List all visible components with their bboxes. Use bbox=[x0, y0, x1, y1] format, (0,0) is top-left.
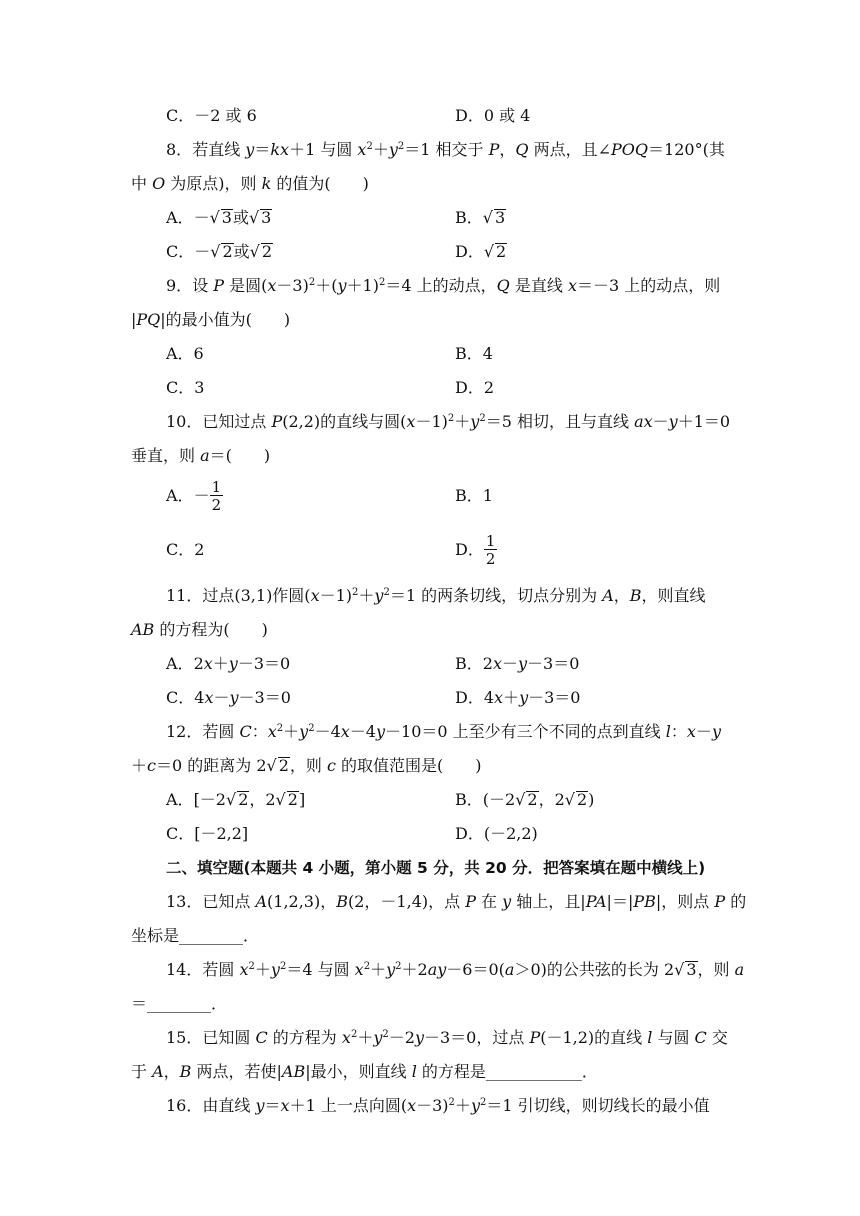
q11-option-a: A．2x＋y－3＝0 bbox=[166, 654, 291, 673]
q12-stem-line2: ＋c＝0 的距离为 2√ 2，则 c 的取值范围是( ) bbox=[131, 756, 482, 775]
q8-option-c: C．－√ 2或√ 2 bbox=[166, 242, 273, 261]
q11-option-d: D．4x＋y－3＝0 bbox=[455, 688, 581, 707]
q15-number: 15． bbox=[166, 1028, 203, 1047]
q14-stem-line1: 14．若圆 $x^2+y^2=4$ 与圆 $x^2+y^2+2ay-6=0(a>0)$的公共弦的长为 2√ 3，则 a bbox=[166, 960, 745, 979]
q15-stem-line1: 15．已知圆 C 的方程为 $x^2+y^2-2y-3=0$，过点 P(－1,2)的直线 l 与圆 C 交 bbox=[166, 1028, 728, 1047]
q10-option-b: B．1 bbox=[455, 486, 493, 505]
q9-stem-line2: |PQ|的最小值为( ) bbox=[131, 310, 291, 329]
q10-stem-line1: 10．已知过点 P(2,2)的直线与圆$(x-1)^2+y^2=5$ 相切，且与直线 ax－y＋1＝0 bbox=[166, 412, 731, 431]
q16-number: 16． bbox=[166, 1096, 203, 1115]
q9-stem-line1: 9．设 P 是圆$(x-3)^2+(y+1)^2=4$ 上的动点，Q 是直线 x＝－3 上的动点，则 bbox=[166, 276, 721, 295]
q8-stem-line2: 中 O 为原点)，则 k 的值为( ) bbox=[131, 174, 369, 193]
q13-number: 13． bbox=[166, 892, 203, 911]
q8-option-a: A．－√ 3或√ 3 bbox=[166, 208, 272, 227]
q16-stem-line1: 16．由直线 y＝x＋1 上一点向圆$(x-3)^2+y^2=1$ 引切线，则切线长的最小值 bbox=[166, 1096, 710, 1115]
q15-stem-line2: 于 A，B 两点，若使|AB|最小，则直线 l 的方程是____________． bbox=[131, 1062, 598, 1081]
q12-stem-line1: 12．若圆 C：$x^2+y^2-4x-4y-10=0$ 上至少有三个不同的点到直线 l：x－y bbox=[166, 722, 721, 741]
q9-option-c: C．3 bbox=[166, 378, 205, 397]
q12-option-b: B．(－2√ 2，2√ 2) bbox=[455, 790, 595, 809]
q12-number: 12． bbox=[166, 722, 203, 741]
q9-option-d: D．2 bbox=[455, 378, 495, 397]
q8-option-b: B．√ 3 bbox=[455, 208, 506, 227]
q9-number: 9． bbox=[166, 276, 193, 295]
q7-option-c: C．－2 或 6 bbox=[166, 106, 257, 125]
q11-option-c: C．4x－y－3＝0 bbox=[166, 688, 291, 707]
q10-option-c: C．2 bbox=[166, 540, 205, 559]
q11-number: 11． bbox=[166, 586, 203, 605]
q10-option-d: D． $\frac{1}{2}$ bbox=[455, 532, 496, 568]
section-heading-fill-in: 二、填空题(本题共 4 小题，第小题 5 分，共 20 分．把答案填在题中横线上) bbox=[166, 859, 706, 877]
fraction: $\frac{1}{2}$ bbox=[211, 478, 222, 514]
q8-option-d: D．√ 2 bbox=[455, 242, 507, 261]
q10-number: 10． bbox=[166, 412, 203, 431]
q12-option-a: A．[－2√ 2，2√ 2] bbox=[166, 790, 306, 809]
q11-stem-line2: AB 的方程为( ) bbox=[131, 620, 268, 639]
q10-stem-line2: 垂直，则 a＝( ) bbox=[131, 446, 271, 465]
q9-option-b: B．4 bbox=[455, 344, 493, 363]
q8-stem-line1: 8．若直线 y＝kx＋1 与圆 $x^2+y^2=1$ 相交于 P，Q 两点，且∠POQ＝120°(其 bbox=[166, 140, 725, 159]
q11-option-b: B．2x－y－3＝0 bbox=[455, 654, 580, 673]
q13-stem-line1: 13．已知点 A(1,2,3)，B(2，－1,4)，点 P 在 y 轴上，且|PA|＝|PB|，则点 P 的 bbox=[166, 892, 747, 911]
q14-stem-line2: ＝________． bbox=[131, 994, 228, 1013]
q9-option-a: A．6 bbox=[166, 344, 204, 363]
q7-option-d: D．0 或 4 bbox=[455, 106, 531, 125]
q10-option-a: A．－ $\frac{1}{2}$ bbox=[166, 478, 222, 514]
fraction: $\frac{1}{2}$ bbox=[485, 532, 496, 568]
q12-option-c: C．[－2,2] bbox=[166, 824, 249, 843]
q11-stem-line1: 11．过点(3,1)作圆$(x-1)^2+y^2=1$ 的两条切线，切点分别为 A，B，则直线 bbox=[166, 586, 706, 605]
q12-option-d: D．(－2,2) bbox=[455, 824, 538, 843]
q8-number: 8． bbox=[166, 140, 193, 159]
q13-stem-line2: 坐标是________． bbox=[131, 926, 260, 945]
q14-number: 14． bbox=[166, 960, 203, 979]
